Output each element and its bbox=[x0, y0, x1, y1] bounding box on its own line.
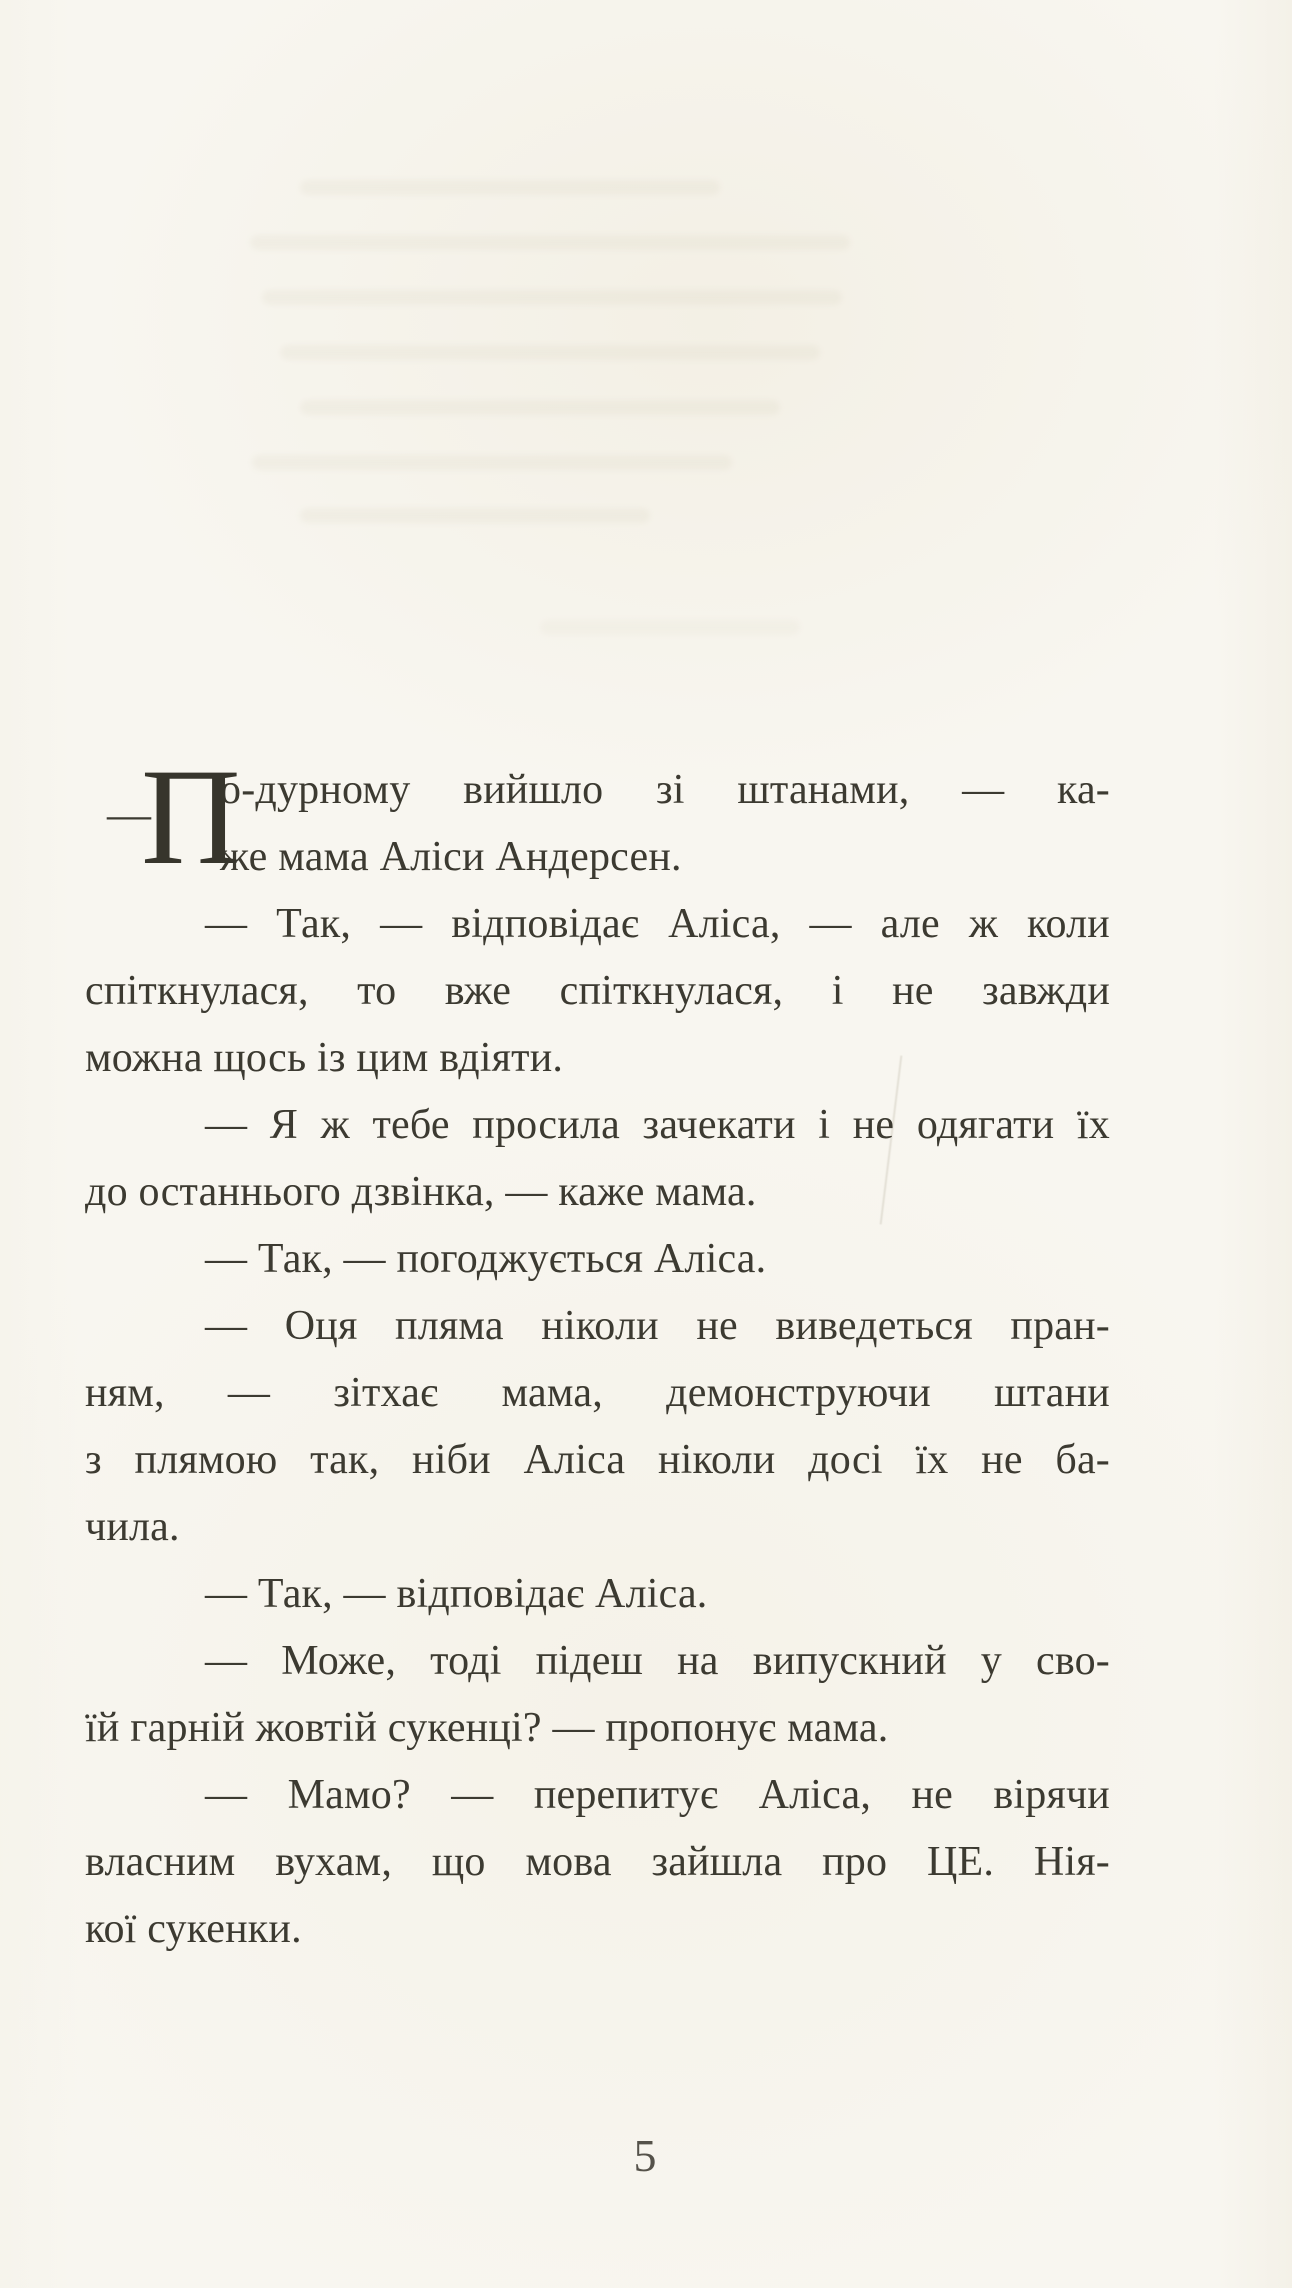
bleed-through bbox=[280, 345, 820, 360]
text-line: — Оця пляма ніколи не виведеться пран- bbox=[205, 1303, 1110, 1349]
text-line: — Я ж тебе просила зачекати і не одягати їх bbox=[205, 1102, 1110, 1148]
text-line: — Так, — погоджується Аліса. bbox=[205, 1236, 767, 1282]
text-line: — Мамо? — перепитує Аліса, не вірячи bbox=[205, 1772, 1110, 1818]
text-line: — Так, — відповідає Аліса. bbox=[205, 1571, 708, 1617]
bleed-through bbox=[300, 400, 780, 415]
text-line: до останнього дзвінка, — каже мама. bbox=[85, 1169, 757, 1215]
text-line: власним вухам, що мова зайшла про ЦЕ. Нія- bbox=[85, 1839, 1110, 1885]
bleed-through bbox=[540, 620, 800, 635]
text-line: же мама Аліси Андерсен. bbox=[220, 834, 682, 880]
text-line: о-дурному вийшло зі штанами, — ка- bbox=[220, 767, 1110, 813]
dialogue-dash: — bbox=[107, 790, 152, 839]
text-line: кої сукенки. bbox=[85, 1906, 302, 1952]
drop-cap: П bbox=[141, 740, 241, 893]
page-number: 5 bbox=[633, 2130, 657, 2181]
text-block bbox=[85, 740, 1110, 1963]
text-line: можна щось із цим вдіяти. bbox=[85, 1035, 564, 1081]
bleed-through bbox=[300, 508, 650, 523]
text-line: з плямою так, ніби Аліса ніколи досі їх не ба- bbox=[85, 1437, 1110, 1483]
text-line: чила. bbox=[85, 1504, 180, 1550]
bleed-through bbox=[300, 180, 720, 195]
text-line: — Так, — відповідає Аліса, — але ж коли bbox=[205, 901, 1110, 947]
bleed-through bbox=[252, 455, 732, 470]
text-line: — Може, тоді підеш на випускний у сво- bbox=[205, 1638, 1110, 1684]
text-line: ням, — зітхає мама, демонструючи штани bbox=[85, 1370, 1110, 1416]
text-line: їй гарній жовтій сукенці? — пропонує мама. bbox=[85, 1705, 889, 1751]
bleed-through bbox=[262, 290, 842, 305]
text-line: спіткнулася, то вже спіткнулася, і не завжди bbox=[85, 968, 1110, 1014]
bleed-through bbox=[250, 235, 850, 250]
